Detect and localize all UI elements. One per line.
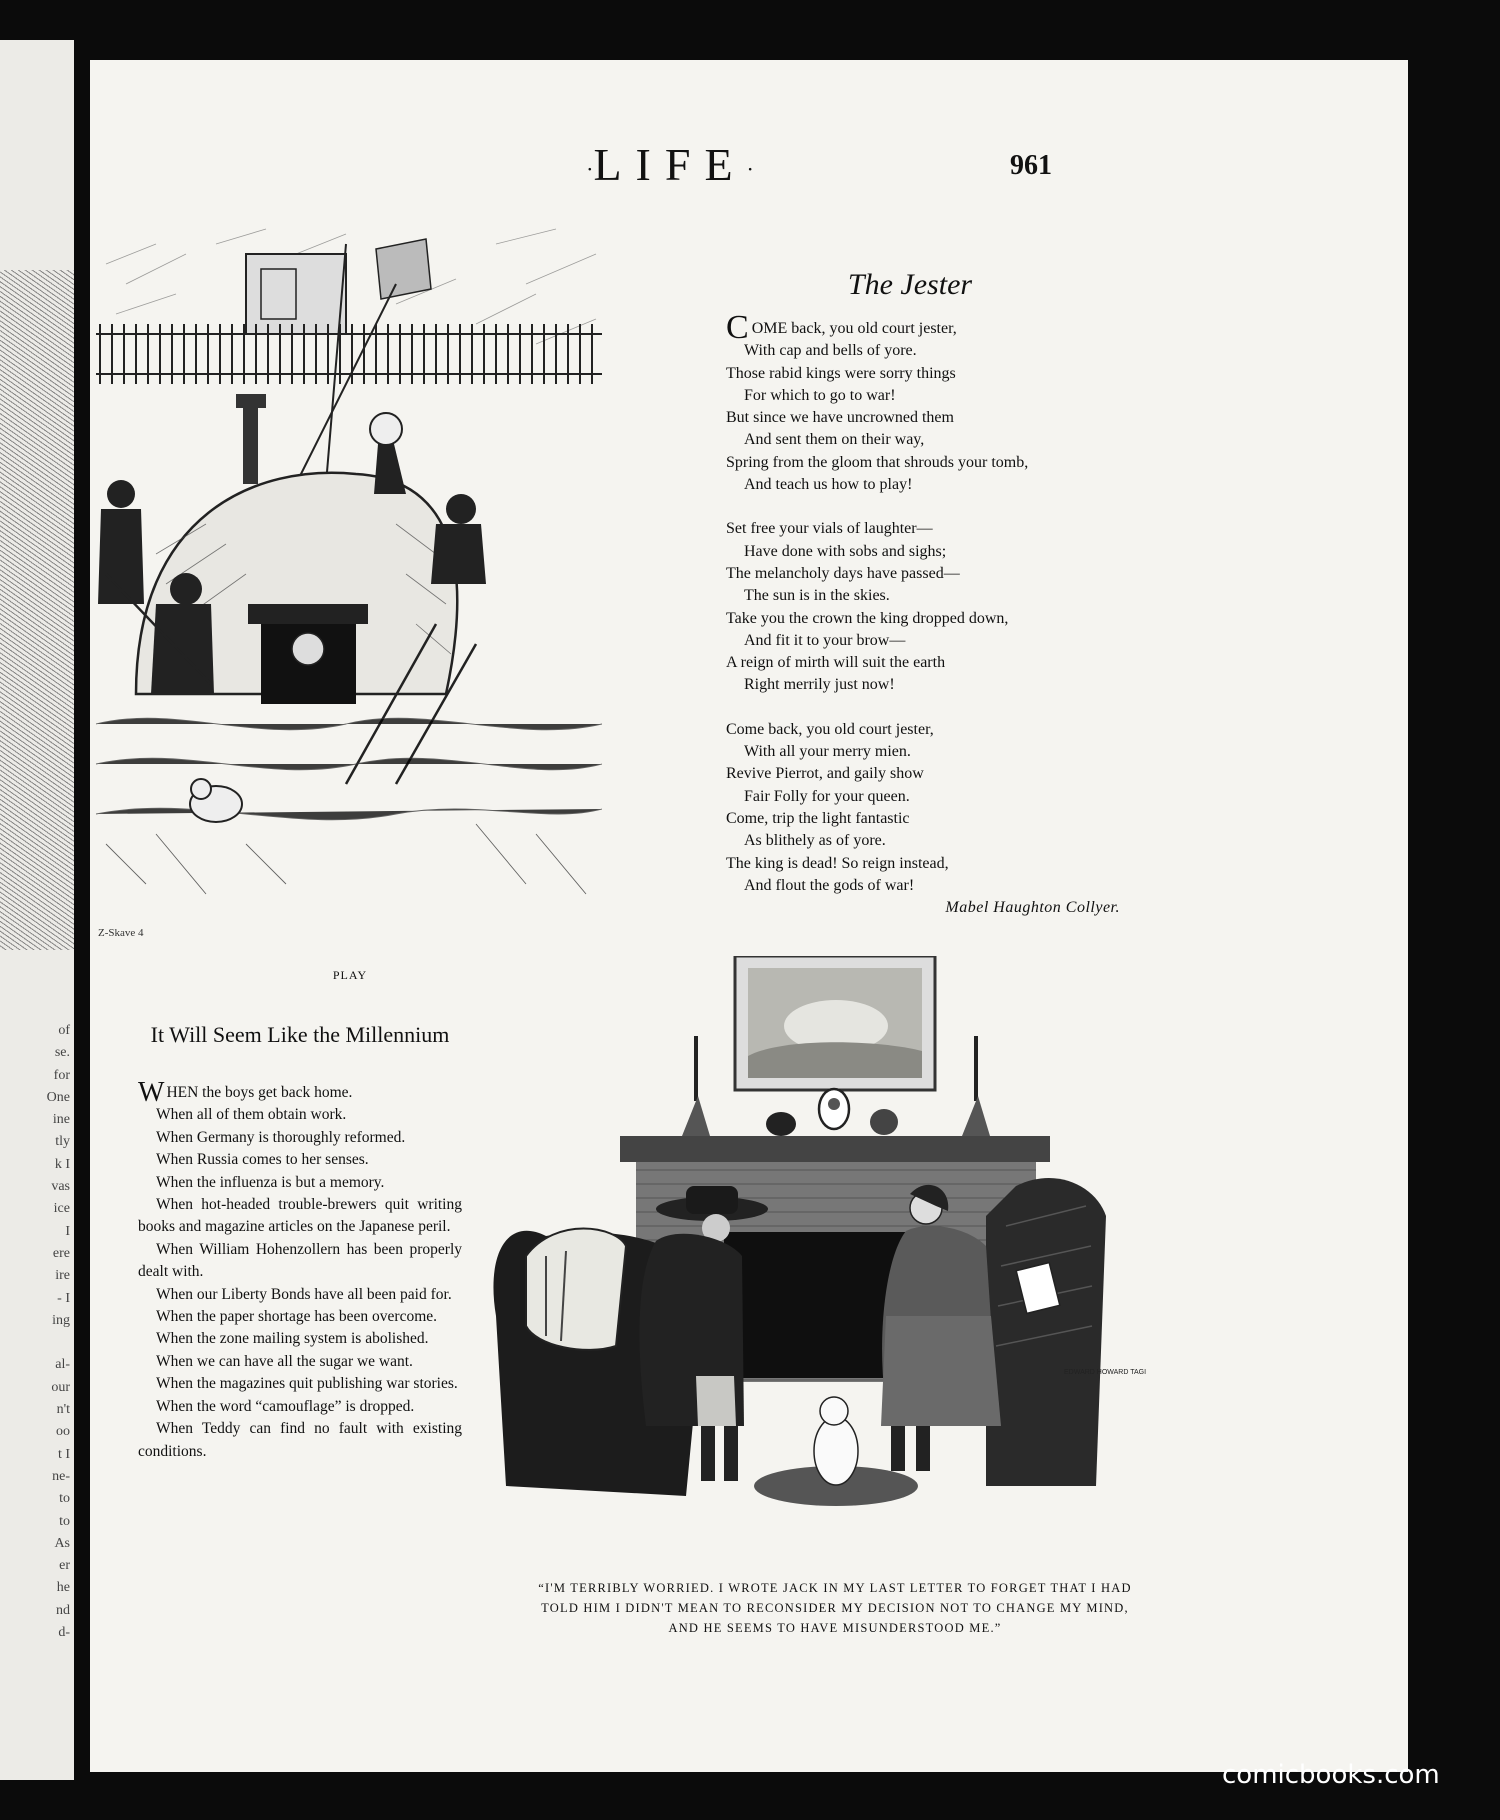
left-page-fragment: se. bbox=[54, 1045, 70, 1061]
poem-stanza bbox=[726, 518, 1146, 696]
millennium-body bbox=[138, 1077, 462, 1463]
poem-line: With all your merry mien. bbox=[744, 743, 911, 761]
left-page-fragment: ing bbox=[52, 1312, 70, 1328]
left-page-fragment: I bbox=[65, 1223, 70, 1239]
millennium-line: When the magazines quit publishing war stories. bbox=[156, 1375, 458, 1393]
poem-line: With cap and bells of yore. bbox=[744, 342, 917, 360]
poem-line: Revive Pierrot, and gaily show bbox=[726, 765, 924, 783]
millennium-line: WHEN the boys get back home. bbox=[138, 1077, 353, 1108]
millennium-line: When all of them obtain work. bbox=[156, 1106, 347, 1124]
millennium-line: When the paper shortage has been overcome. bbox=[156, 1308, 438, 1326]
millennium-line: When the word “camouflage” is dropped. bbox=[156, 1397, 415, 1415]
poem-line: The king is dead! So reign instead, bbox=[726, 854, 949, 872]
fireside-caption: “I'M TERRIBLY WORRIED. I WROTE JACK IN MY LAST LETTER TO FORGET THAT I HAD TOLD HIM I DIDN'T MEAN TO RECONSIDER MY DECISION NOT TO CHANGE MY MIND, AND HE SEEMS TO HAVE MISUNDERSTOOD ME.” bbox=[538, 1581, 1132, 1635]
left-page-fragment: he bbox=[56, 1580, 70, 1596]
drop-cap: C bbox=[726, 309, 749, 346]
poem-line: The melancholy days have passed— bbox=[726, 564, 960, 582]
millennium-line: When Russia comes to her senses. bbox=[156, 1151, 369, 1169]
poem-line: Come back, you old court jester, bbox=[726, 720, 934, 738]
poem-line: For which to go to war! bbox=[744, 386, 896, 404]
millennium-line: When William Hohenzollern has been properly dealt with. bbox=[138, 1240, 462, 1281]
left-page-fragment: ere bbox=[52, 1245, 70, 1261]
drop-cap: W bbox=[138, 1077, 165, 1108]
fireside-illustration bbox=[486, 956, 1168, 1556]
left-page-fragment: oo bbox=[56, 1424, 70, 1440]
poem-author: Mabel Haughton Collyer. bbox=[945, 899, 1120, 917]
left-page-fragment: d- bbox=[58, 1625, 70, 1641]
left-page-fragment: vas bbox=[51, 1179, 70, 1195]
left-page-text-fragments bbox=[30, 1020, 70, 1644]
poem-line: And fit it to your brow— bbox=[744, 631, 906, 649]
left-page-fragment: tly bbox=[55, 1134, 70, 1150]
play-artist-signature: Z-Skave 4 bbox=[98, 927, 144, 939]
play-caption: PLAY bbox=[332, 968, 368, 982]
left-page-fragment: our bbox=[51, 1379, 70, 1395]
left-page-fragment: - I bbox=[57, 1290, 70, 1306]
poem-first-line-text: OME back, you old court jester, bbox=[751, 320, 957, 337]
masthead-title: LIFE bbox=[593, 139, 747, 190]
left-page-fragment: nd bbox=[56, 1602, 70, 1618]
poem-line: Take you the crown the king dropped down, bbox=[726, 609, 1009, 627]
left-page-illustration-fragment bbox=[0, 270, 74, 950]
poem-line: Right merrily just now! bbox=[744, 676, 895, 694]
poem-line: As blithely as of yore. bbox=[744, 832, 886, 850]
play-illustration bbox=[96, 224, 602, 940]
left-page-fragment: As bbox=[54, 1535, 70, 1551]
left-page-fragment: ine bbox=[52, 1112, 70, 1128]
watermark: comicbooks.com bbox=[1222, 1760, 1440, 1790]
left-page-fragment: t I bbox=[57, 1446, 70, 1462]
left-page-fragment: to bbox=[59, 1513, 70, 1529]
millennium-line: When the zone mailing system is abolished. bbox=[156, 1330, 429, 1348]
left-page-fragment: for bbox=[53, 1067, 70, 1083]
poem-line: Spring from the gloom that shrouds your tomb, bbox=[726, 453, 1029, 471]
left-page-fragment bbox=[30, 1332, 70, 1354]
poem-stanza bbox=[726, 719, 1146, 897]
left-page-fragment: ne- bbox=[52, 1468, 70, 1484]
poem-stanza bbox=[726, 309, 1146, 496]
left-page-fragment: to bbox=[59, 1491, 70, 1507]
poem-line: And teach us how to play! bbox=[744, 476, 913, 494]
millennium-title: It Will Seem Like the Millennium bbox=[150, 1022, 450, 1047]
poem-line: And flout the gods of war! bbox=[744, 876, 915, 894]
left-page-fragment: ice bbox=[53, 1201, 70, 1217]
left-page-fragment: n't bbox=[56, 1402, 70, 1418]
poem-line: The sun is in the skies. bbox=[744, 587, 890, 605]
jester-poem bbox=[726, 309, 1146, 919]
poem-line: Set free your vials of laughter— bbox=[726, 520, 933, 538]
masthead: ·LIFE· bbox=[586, 139, 754, 190]
poem-line: But since we have uncrowned them bbox=[726, 409, 954, 427]
poem-line: Fair Folly for your queen. bbox=[744, 787, 910, 805]
poem-line: Come, trip the light fantastic bbox=[726, 809, 910, 827]
left-page-fragment: al- bbox=[55, 1357, 70, 1373]
millennium-line: When we can have all the sugar we want. bbox=[156, 1352, 413, 1370]
poem-line: A reign of mirth will suit the earth bbox=[726, 654, 946, 672]
millennium-line: When our Liberty Bonds have all been paid for. bbox=[156, 1285, 452, 1303]
fireside-artist-signature: EDWARD HOWARD TAGI bbox=[1064, 1369, 1147, 1376]
left-page-fragment: One bbox=[46, 1089, 70, 1105]
left-page-fragment: k I bbox=[54, 1156, 70, 1172]
millennium-line: When Teddy can find no fault with existing conditions. bbox=[138, 1420, 462, 1460]
millennium-line: When Germany is thoroughly reformed. bbox=[156, 1128, 406, 1146]
jester-title: The Jester bbox=[847, 268, 973, 301]
poem-line: Have done with sobs and sighs; bbox=[744, 542, 947, 560]
left-page-edge bbox=[0, 40, 74, 1780]
poem-line bbox=[726, 309, 1146, 346]
millennium-line: When the influenza is but a memory. bbox=[156, 1173, 385, 1191]
millennium-line: When hot-headed trouble-brewers quit writing books and magazine articles on the Japanese peril. bbox=[138, 1196, 462, 1236]
left-page-fragment: of bbox=[58, 1023, 70, 1038]
poem-line: Those rabid kings were sorry things bbox=[726, 364, 956, 382]
left-page-fragment: ire bbox=[55, 1268, 70, 1284]
page-number: 961 bbox=[1010, 150, 1052, 181]
left-page-fragment: er bbox=[59, 1558, 70, 1574]
poem-line: And sent them on their way, bbox=[744, 431, 925, 449]
